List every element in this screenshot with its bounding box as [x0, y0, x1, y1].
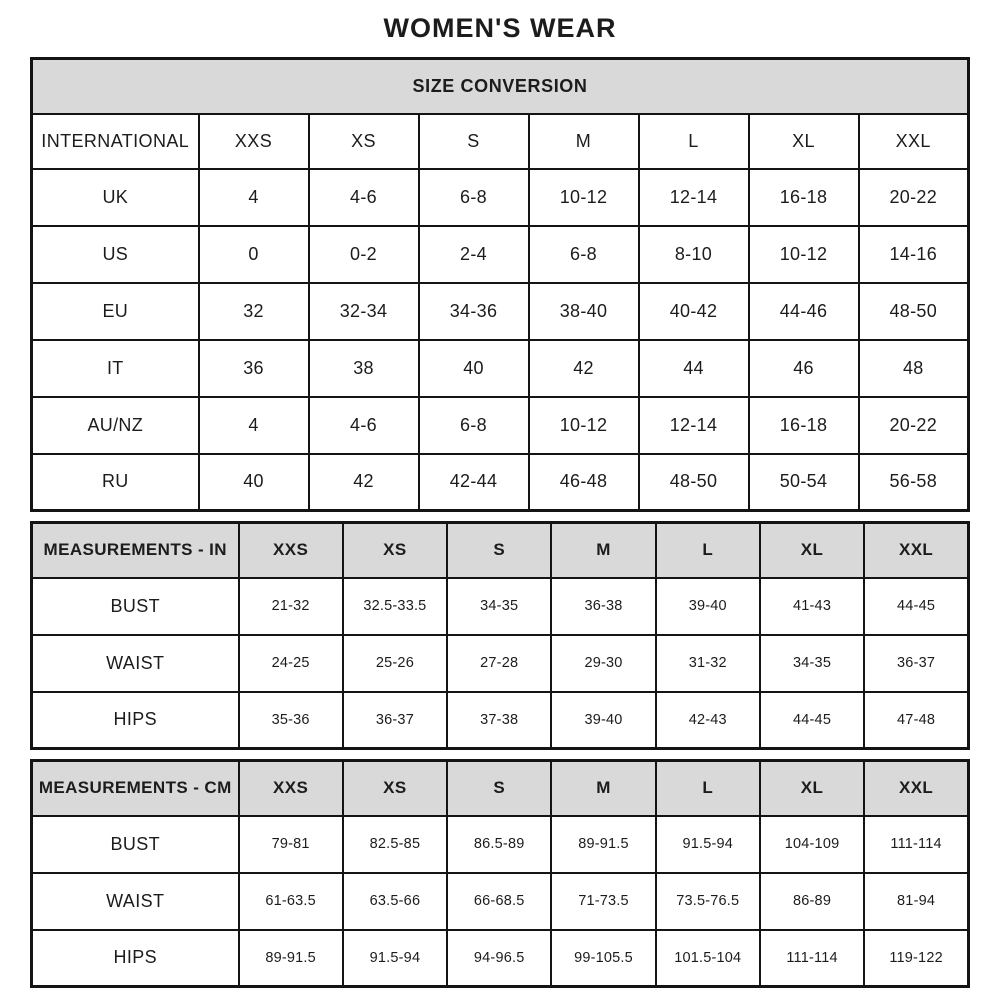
row-label: HIPS	[32, 930, 239, 987]
cell: 0	[199, 226, 309, 283]
cell: 44	[639, 340, 749, 397]
row-label: UK	[32, 169, 199, 226]
measurements-cm-table	[30, 759, 970, 988]
cell: 32.5-33.5	[343, 578, 447, 635]
cell: 38	[309, 340, 419, 397]
cell: 14-16	[859, 226, 969, 283]
cell: 42-44	[419, 454, 529, 511]
page-title: WOMEN'S WEAR	[383, 13, 617, 43]
cell: 82.5-85	[343, 816, 447, 873]
cell: 34-35	[760, 635, 864, 692]
table-row	[32, 226, 969, 283]
cell: 0-2	[309, 226, 419, 283]
size-conversion-table	[30, 57, 970, 512]
table-row	[32, 283, 969, 340]
row-label: BUST	[32, 578, 239, 635]
column-header-l: L	[656, 761, 760, 816]
column-header-xs: XS	[343, 523, 447, 578]
cell: 32	[199, 283, 309, 340]
column-header-s: S	[447, 523, 551, 578]
cell: 31-32	[656, 635, 760, 692]
row-label: US	[32, 226, 199, 283]
row-label: BUST	[32, 816, 239, 873]
cell: 40	[199, 454, 309, 511]
column-header-xl: XL	[749, 114, 859, 169]
cell: 36-37	[343, 692, 447, 749]
cell: 94-96.5	[447, 930, 551, 987]
cell: 21-32	[239, 578, 343, 635]
cell: 25-26	[343, 635, 447, 692]
cell: 2-4	[419, 226, 529, 283]
column-header-s: S	[447, 761, 551, 816]
measurements-in-table	[30, 521, 970, 750]
cell: 42	[309, 454, 419, 511]
cell: 89-91.5	[239, 930, 343, 987]
cell: 48-50	[639, 454, 749, 511]
cell: 16-18	[749, 169, 859, 226]
cell: 50-54	[749, 454, 859, 511]
column-header-xxs: XXS	[199, 114, 309, 169]
cell: 63.5-66	[343, 873, 447, 930]
cell: 89-91.5	[551, 816, 655, 873]
cell: 86-89	[760, 873, 864, 930]
cell: 46	[749, 340, 859, 397]
cell: 36	[199, 340, 309, 397]
column-header-s: S	[419, 114, 529, 169]
cell: 47-48	[864, 692, 968, 749]
cell: 99-105.5	[551, 930, 655, 987]
cell: 91.5-94	[656, 816, 760, 873]
row-label: WAIST	[32, 873, 239, 930]
cell: 4	[199, 397, 309, 454]
table-row	[32, 692, 969, 749]
cell: 34-36	[419, 283, 529, 340]
cell: 36-38	[551, 578, 655, 635]
cell: 20-22	[859, 397, 969, 454]
cell: 16-18	[749, 397, 859, 454]
row-label: RU	[32, 454, 199, 511]
cell: 111-114	[864, 816, 968, 873]
table-row	[32, 873, 969, 930]
cell: 71-73.5	[551, 873, 655, 930]
cell: 4	[199, 169, 309, 226]
cell: 37-38	[447, 692, 551, 749]
cell: 41-43	[760, 578, 864, 635]
column-header-xxs: XXS	[239, 761, 343, 816]
column-header-xxl: XXL	[864, 761, 968, 816]
column-header-l: L	[639, 114, 749, 169]
column-header-xxs: XXS	[239, 523, 343, 578]
column-header-xl: XL	[760, 761, 864, 816]
row-label: HIPS	[32, 692, 239, 749]
cell: 4-6	[309, 169, 419, 226]
cell: 40-42	[639, 283, 749, 340]
measurements-cm-title: MEASUREMENTS - CM	[32, 761, 239, 816]
cell: 73.5-76.5	[656, 873, 760, 930]
cell: 12-14	[639, 169, 749, 226]
measurements-in-header-row	[32, 523, 969, 578]
row-label: IT	[32, 340, 199, 397]
cell: 46-48	[529, 454, 639, 511]
cell: 29-30	[551, 635, 655, 692]
column-header-international: INTERNATIONAL	[32, 114, 199, 169]
row-label: WAIST	[32, 635, 239, 692]
cell: 101.5-104	[656, 930, 760, 987]
column-header-xs: XS	[343, 761, 447, 816]
table-row	[32, 340, 969, 397]
cell: 36-37	[864, 635, 968, 692]
cell: 24-25	[239, 635, 343, 692]
cell: 91.5-94	[343, 930, 447, 987]
cell: 104-109	[760, 816, 864, 873]
cell: 119-122	[864, 930, 968, 987]
cell: 10-12	[749, 226, 859, 283]
column-header-l: L	[656, 523, 760, 578]
cell: 61-63.5	[239, 873, 343, 930]
cell: 40	[419, 340, 529, 397]
cell: 48	[859, 340, 969, 397]
cell: 44-45	[864, 578, 968, 635]
table-row	[32, 930, 969, 987]
measurements-in-title: MEASUREMENTS - IN	[32, 523, 239, 578]
measurements-cm-header-row	[32, 761, 969, 816]
cell: 48-50	[859, 283, 969, 340]
cell: 44-45	[760, 692, 864, 749]
cell: 86.5-89	[447, 816, 551, 873]
table-row	[32, 578, 969, 635]
table-row	[32, 397, 969, 454]
size-conversion-columns-row	[32, 114, 969, 169]
cell: 38-40	[529, 283, 639, 340]
cell: 10-12	[529, 169, 639, 226]
column-header-xl: XL	[760, 523, 864, 578]
column-header-m: M	[551, 761, 655, 816]
cell: 35-36	[239, 692, 343, 749]
column-header-xs: XS	[309, 114, 419, 169]
row-label: AU/NZ	[32, 397, 199, 454]
table-row	[32, 169, 969, 226]
column-header-xxl: XXL	[859, 114, 969, 169]
cell: 44-46	[749, 283, 859, 340]
table-row	[32, 816, 969, 873]
size-conversion-header-bar	[32, 59, 969, 114]
cell: 79-81	[239, 816, 343, 873]
cell: 56-58	[859, 454, 969, 511]
cell: 42	[529, 340, 639, 397]
row-label: EU	[32, 283, 199, 340]
cell: 34-35	[447, 578, 551, 635]
column-header-m: M	[529, 114, 639, 169]
cell: 10-12	[529, 397, 639, 454]
cell: 32-34	[309, 283, 419, 340]
cell: 4-6	[309, 397, 419, 454]
cell: 42-43	[656, 692, 760, 749]
cell: 111-114	[760, 930, 864, 987]
cell: 6-8	[529, 226, 639, 283]
table-row	[32, 635, 969, 692]
cell: 20-22	[859, 169, 969, 226]
cell: 12-14	[639, 397, 749, 454]
cell: 8-10	[639, 226, 749, 283]
cell: 66-68.5	[447, 873, 551, 930]
table-row	[32, 454, 969, 511]
cell: 39-40	[656, 578, 760, 635]
cell: 39-40	[551, 692, 655, 749]
cell: 6-8	[419, 169, 529, 226]
cell: 27-28	[447, 635, 551, 692]
column-header-m: M	[551, 523, 655, 578]
column-header-xxl: XXL	[864, 523, 968, 578]
cell: 81-94	[864, 873, 968, 930]
size-conversion-title: SIZE CONVERSION	[32, 59, 969, 114]
cell: 6-8	[419, 397, 529, 454]
